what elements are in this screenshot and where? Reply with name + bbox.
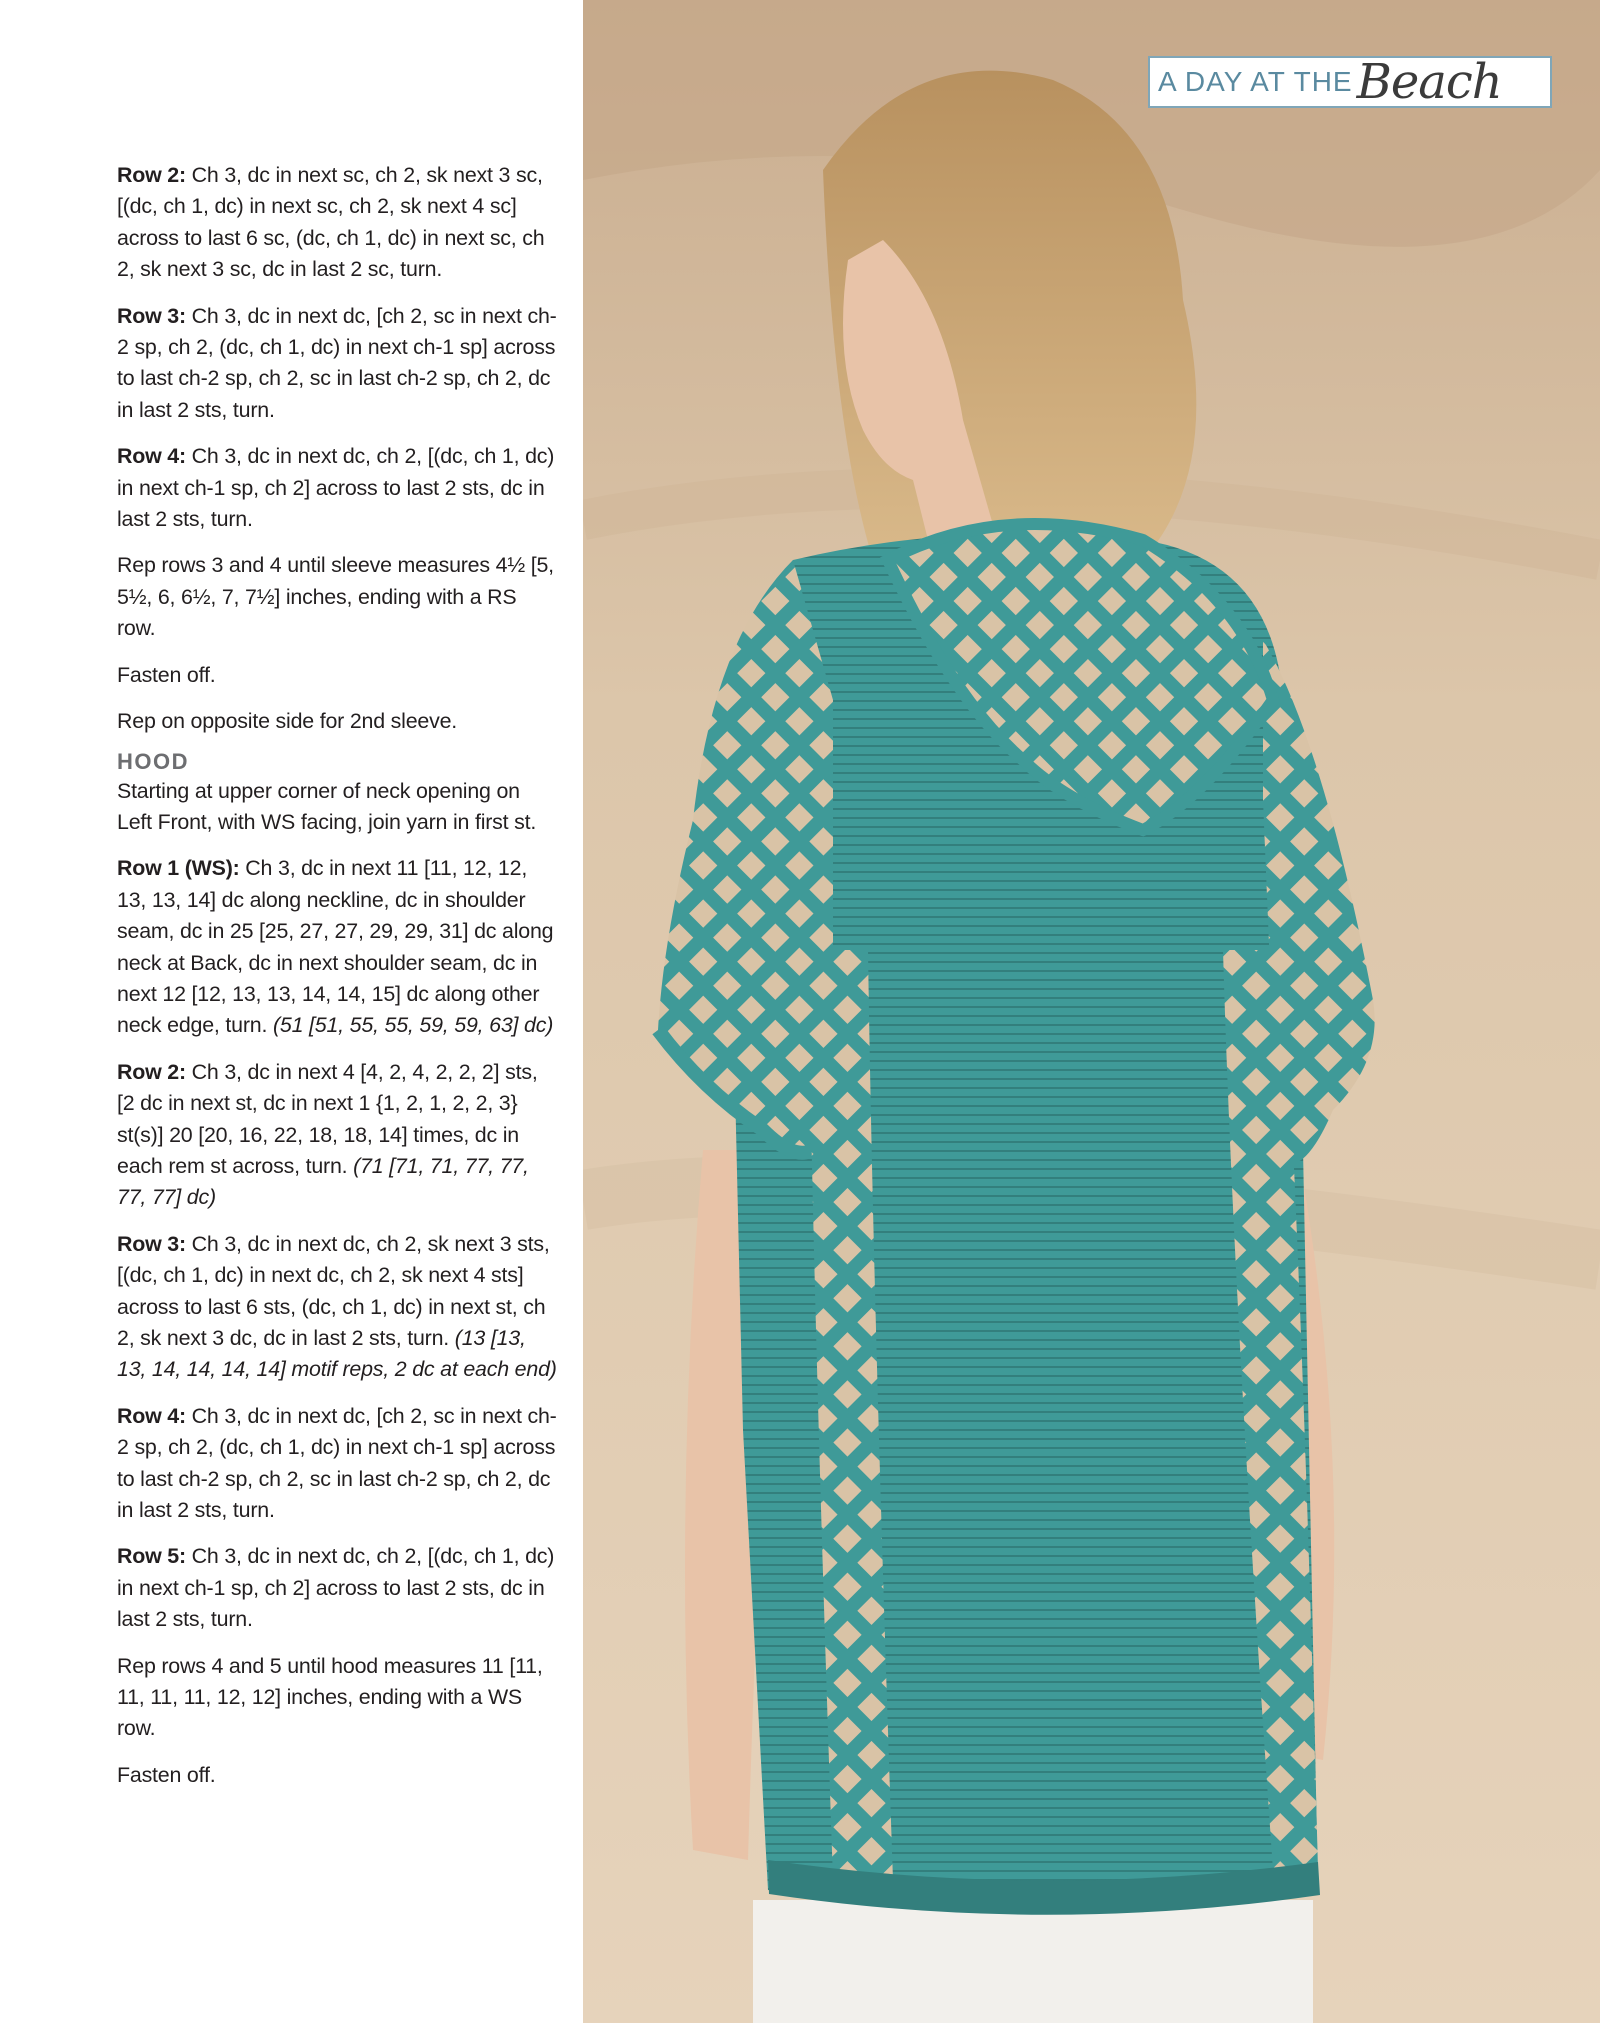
hood-heading: HOOD: [117, 748, 189, 774]
instruction-row-3: Row 3: Ch 3, dc in next dc, [ch 2, sc in next ch-2 sp, ch 2, (dc, ch 1, dc) in next ch-1 sp] across to last ch-2 sp, ch 2, sc in last ch-2 sp, ch 2, dc in last 2 sts, turn.: [117, 303, 557, 422]
model-photo: [583, 0, 1600, 2023]
section-banner: [1148, 56, 1552, 108]
pattern-instructions: [117, 160, 557, 1806]
hood-intro: Starting at upper corner of neck opening on Left Front, with WS facing, join yarn in first st.: [117, 778, 537, 834]
hood-row-2: Row 2: Ch 3, dc in next 4 [4, 2, 4, 2, 2, 2] sts, [2 dc in next st, dc in next 1 {1, 2, 1, 2, 2, 3} st(s)] 20 [20, 16, 22, 18, 18, 14] times, dc in each rem st across, turn. (71 [71, 71, 77, 77, 77, 77] dc): [117, 1059, 538, 1210]
banner-script-title: Beach: [1356, 54, 1502, 110]
hood-repeat: Rep rows 4 and 5 until hood measures 11 [11, 11, 11, 11, 12, 12] inches, ending with a WS row.: [117, 1653, 543, 1741]
model-in-crochet-hoodie-image: [583, 0, 1600, 2023]
instruction-second-sleeve: Rep on opposite side for 2nd sleeve.: [117, 709, 458, 734]
hood-fasten-off: Fasten off.: [117, 1762, 216, 1787]
hood-row-3: Row 3: Ch 3, dc in next dc, ch 2, sk next 3 sts, [(dc, ch 1, dc) in next dc, ch 2, sk next 4 sts] across to last 6 sts, (dc, ch 1, dc) in next st, ch 2, sk next 3 dc, dc in last 2 sts, turn. (13 [13, 13, 14, 14, 14, 14] motif reps, 2 dc at each end): [117, 1231, 557, 1382]
banner-prefix: A DAY AT THE: [1158, 66, 1353, 97]
instruction-row-2: Row 2: Ch 3, dc in next sc, ch 2, sk next 3 sc, [(dc, ch 1, dc) in next sc, ch 2, sk next 4 sc] across to last 6 sc, (dc, ch 1, dc) in next sc, ch 2, sk next 3 sc, dc in last 2 sc, turn.: [117, 163, 545, 282]
hood-row-1: Row 1 (WS): Ch 3, dc in next 11 [11, 12, 12, 13, 13, 14] dc along neckline, dc in shoulder seam, dc in 25 [25, 27, 27, 29, 29, 31] dc along neck at Back, dc in next shoulder seam, dc in next 12 [12, 13, 13, 14, 14, 15] dc along other neck edge, turn. (51 [51, 55, 55, 59, 59, 63] dc): [117, 856, 554, 1038]
instruction-row-4: Row 4: Ch 3, dc in next dc, ch 2, [(dc, ch 1, dc) in next ch-1 sp, ch 2] across to last 2 sts, dc in last 2 sts, turn.: [117, 444, 555, 532]
instruction-repeat: Rep rows 3 and 4 until sleeve measures 4½ [5, 5½, 6, 6½, 7, 7½] inches, ending with a RS row.: [117, 553, 554, 641]
hood-row-5: Row 5: Ch 3, dc in next dc, ch 2, [(dc, ch 1, dc) in next ch-1 sp, ch 2] across to last 2 sts, dc in last 2 sts, turn.: [117, 1544, 555, 1632]
hood-row-4: Row 4: Ch 3, dc in next dc, [ch 2, sc in next ch-2 sp, ch 2, (dc, ch 1, dc) in next ch-1 sp] across to last ch-2 sp, ch 2, sc in last ch-2 sp, ch 2, dc in last 2 sts, turn.: [117, 1403, 557, 1523]
instruction-fasten-off: Fasten off.: [117, 662, 216, 687]
